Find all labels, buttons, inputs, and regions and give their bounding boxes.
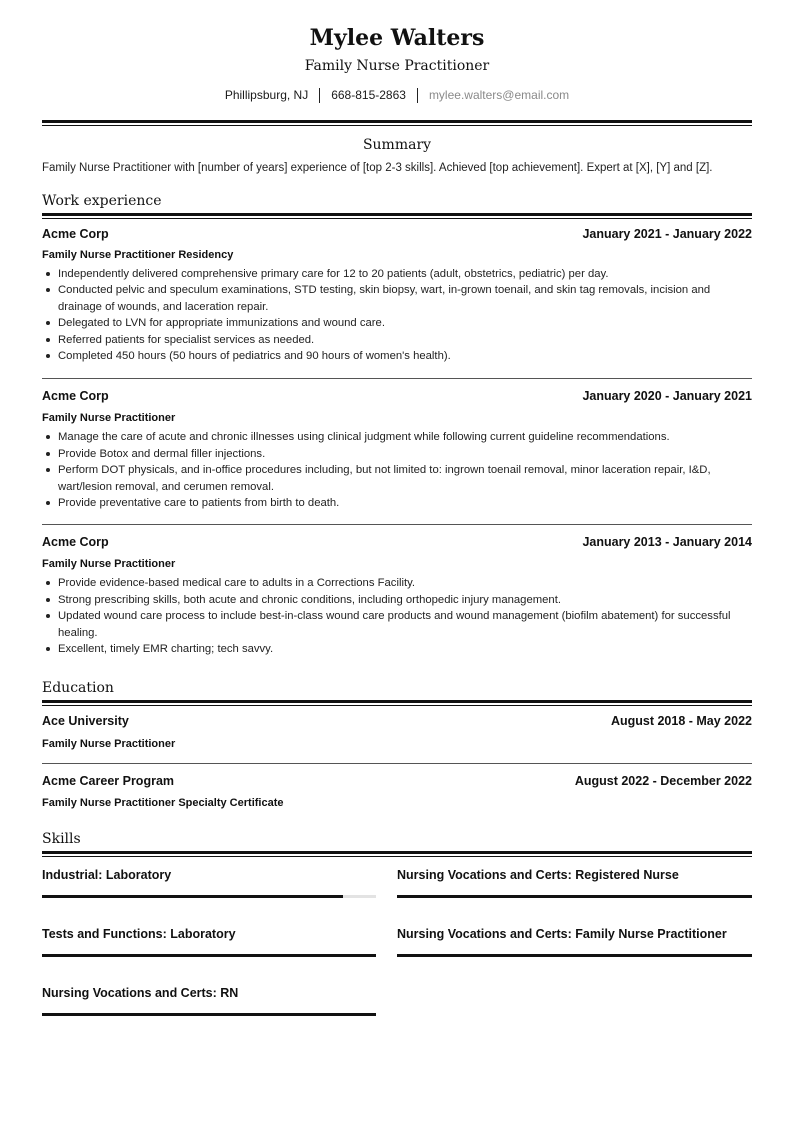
list-item: Delegated to LVN for appropriate immunizations and wound care. <box>42 315 752 332</box>
entry-divider <box>42 378 752 379</box>
skill-label: Nursing Vocations and Certs: Family Nurse Practitioner <box>397 927 727 941</box>
education-school: Ace University <box>42 714 129 728</box>
list-item: Completed 450 hours (50 hours of pediatrics and 90 hours of women's health). <box>42 348 752 365</box>
job-header <box>42 226 752 243</box>
list-item: Provide preventative care to patients from birth to death. <box>42 495 752 512</box>
list-item: Updated wound care process to include best-in-class wound care products and wound management (biofilm abatement) for successful healing. <box>42 608 752 641</box>
summary-heading: Summary <box>362 137 432 153</box>
education-dates: August 2018 - May 2022 <box>610 714 752 728</box>
education-entry <box>42 713 752 752</box>
summary-text: Family Nurse Practitioner with [number of years] experience of [top 2-3 skills]. Achieved [top achievement]. Expert at [X], [Y] and [Z]. <box>42 162 713 174</box>
job-bullets <box>42 575 752 658</box>
contact-separator <box>319 88 320 103</box>
education-school: Acme Career Program <box>42 774 175 788</box>
contact-separator <box>417 88 418 103</box>
skill-item <box>42 867 376 926</box>
education-divider <box>42 700 752 706</box>
skill-bar-fill <box>42 1013 376 1016</box>
skill-item <box>42 985 376 1044</box>
job-entry <box>42 226 752 366</box>
skill-label: Tests and Functions: Laboratory <box>42 927 236 941</box>
job-entry <box>42 388 752 512</box>
skill-bar <box>397 954 752 957</box>
skill-item <box>397 926 752 985</box>
skill-item <box>397 867 752 926</box>
job-dates: January 2021 - January 2022 <box>582 226 752 241</box>
skill-bar <box>42 895 376 898</box>
skill-bar <box>42 954 376 957</box>
list-item: Strong prescribing skills, both acute and chronic conditions, including orthopedic injury management. <box>42 592 752 609</box>
skills-heading: Skills <box>42 831 81 847</box>
skill-bar <box>42 1013 376 1016</box>
education-degree: Family Nurse Practitioner Specialty Certificate <box>42 797 284 809</box>
skill-bar-fill <box>397 895 752 898</box>
entry-divider <box>42 524 752 525</box>
job-bullets <box>42 266 752 366</box>
job-bullets <box>42 429 752 512</box>
job-company: Acme Corp <box>42 535 109 550</box>
list-item: Independently delivered comprehensive primary care for 12 to 20 patients (adult, obstetrics, pediatric) per day. <box>42 266 752 283</box>
list-item: Perform DOT physicals, and in-office procedures including, but not limited to: ingrown toenail removal, minor laceration repair, I&D, wart/lesion removal, and cerumen removal. <box>42 462 752 495</box>
list-item: Manage the care of acute and chronic illnesses using clinical judgment while following current guideline recommendations. <box>42 429 752 446</box>
education-header <box>42 773 752 790</box>
education-entry <box>42 773 752 811</box>
job-role: Family Nurse Practitioner Residency <box>42 248 234 261</box>
skill-bar-fill <box>42 954 376 957</box>
job-dates: January 2020 - January 2021 <box>582 389 752 404</box>
contact-email[interactable]: mylee.walters@email.com <box>428 88 570 102</box>
list-item: Excellent, timely EMR charting; tech savvy. <box>42 641 752 658</box>
contact-line <box>42 87 752 103</box>
education-degree: Family Nurse Practitioner <box>42 738 176 750</box>
skill-bar-fill <box>397 954 752 957</box>
education-heading: Education <box>42 680 114 696</box>
contact-location: Phillipsburg, NJ <box>224 88 309 102</box>
job-role: Family Nurse Practitioner <box>42 558 176 571</box>
job-header <box>42 388 752 405</box>
entry-divider <box>42 763 752 764</box>
job-entry <box>42 534 752 658</box>
job-dates: January 2013 - January 2014 <box>582 535 752 550</box>
skill-bar-fill <box>42 895 343 898</box>
job-company: Acme Corp <box>42 226 109 241</box>
list-item: Provide evidence-based medical care to adults in a Corrections Facility. <box>42 575 752 592</box>
skill-label: Nursing Vocations and Certs: RN <box>42 986 239 1000</box>
contact-phone: 668-815-2863 <box>331 88 406 102</box>
skill-label: Industrial: Laboratory <box>42 868 172 882</box>
list-item: Provide Botox and dermal filler injections. <box>42 446 752 463</box>
skill-bar <box>397 895 752 898</box>
candidate-title: Family Nurse Practitioner <box>304 58 490 74</box>
candidate-name: Mylee Walters <box>309 25 485 51</box>
list-item: Conducted pelvic and speculum examinations, STD testing, skin biopsy, wart, in-grown toenail, and skin tag removals, incision and drainage of wounds, and laceration repair. <box>42 282 752 315</box>
skills-grid <box>42 867 752 1044</box>
job-header <box>42 534 752 551</box>
job-role: Family Nurse Practitioner <box>42 412 176 425</box>
skills-divider <box>42 851 752 857</box>
education-header <box>42 713 752 730</box>
job-company: Acme Corp <box>42 389 109 404</box>
skill-label: Nursing Vocations and Certs: Registered Nurse <box>397 868 679 882</box>
header-divider <box>42 120 752 126</box>
list-item: Referred patients for specialist services as needed. <box>42 332 752 349</box>
work-heading: Work experience <box>42 192 162 209</box>
skill-item <box>42 926 376 985</box>
resume-page <box>42 0 752 1044</box>
education-dates: August 2022 - December 2022 <box>574 774 752 788</box>
work-divider <box>42 213 752 219</box>
